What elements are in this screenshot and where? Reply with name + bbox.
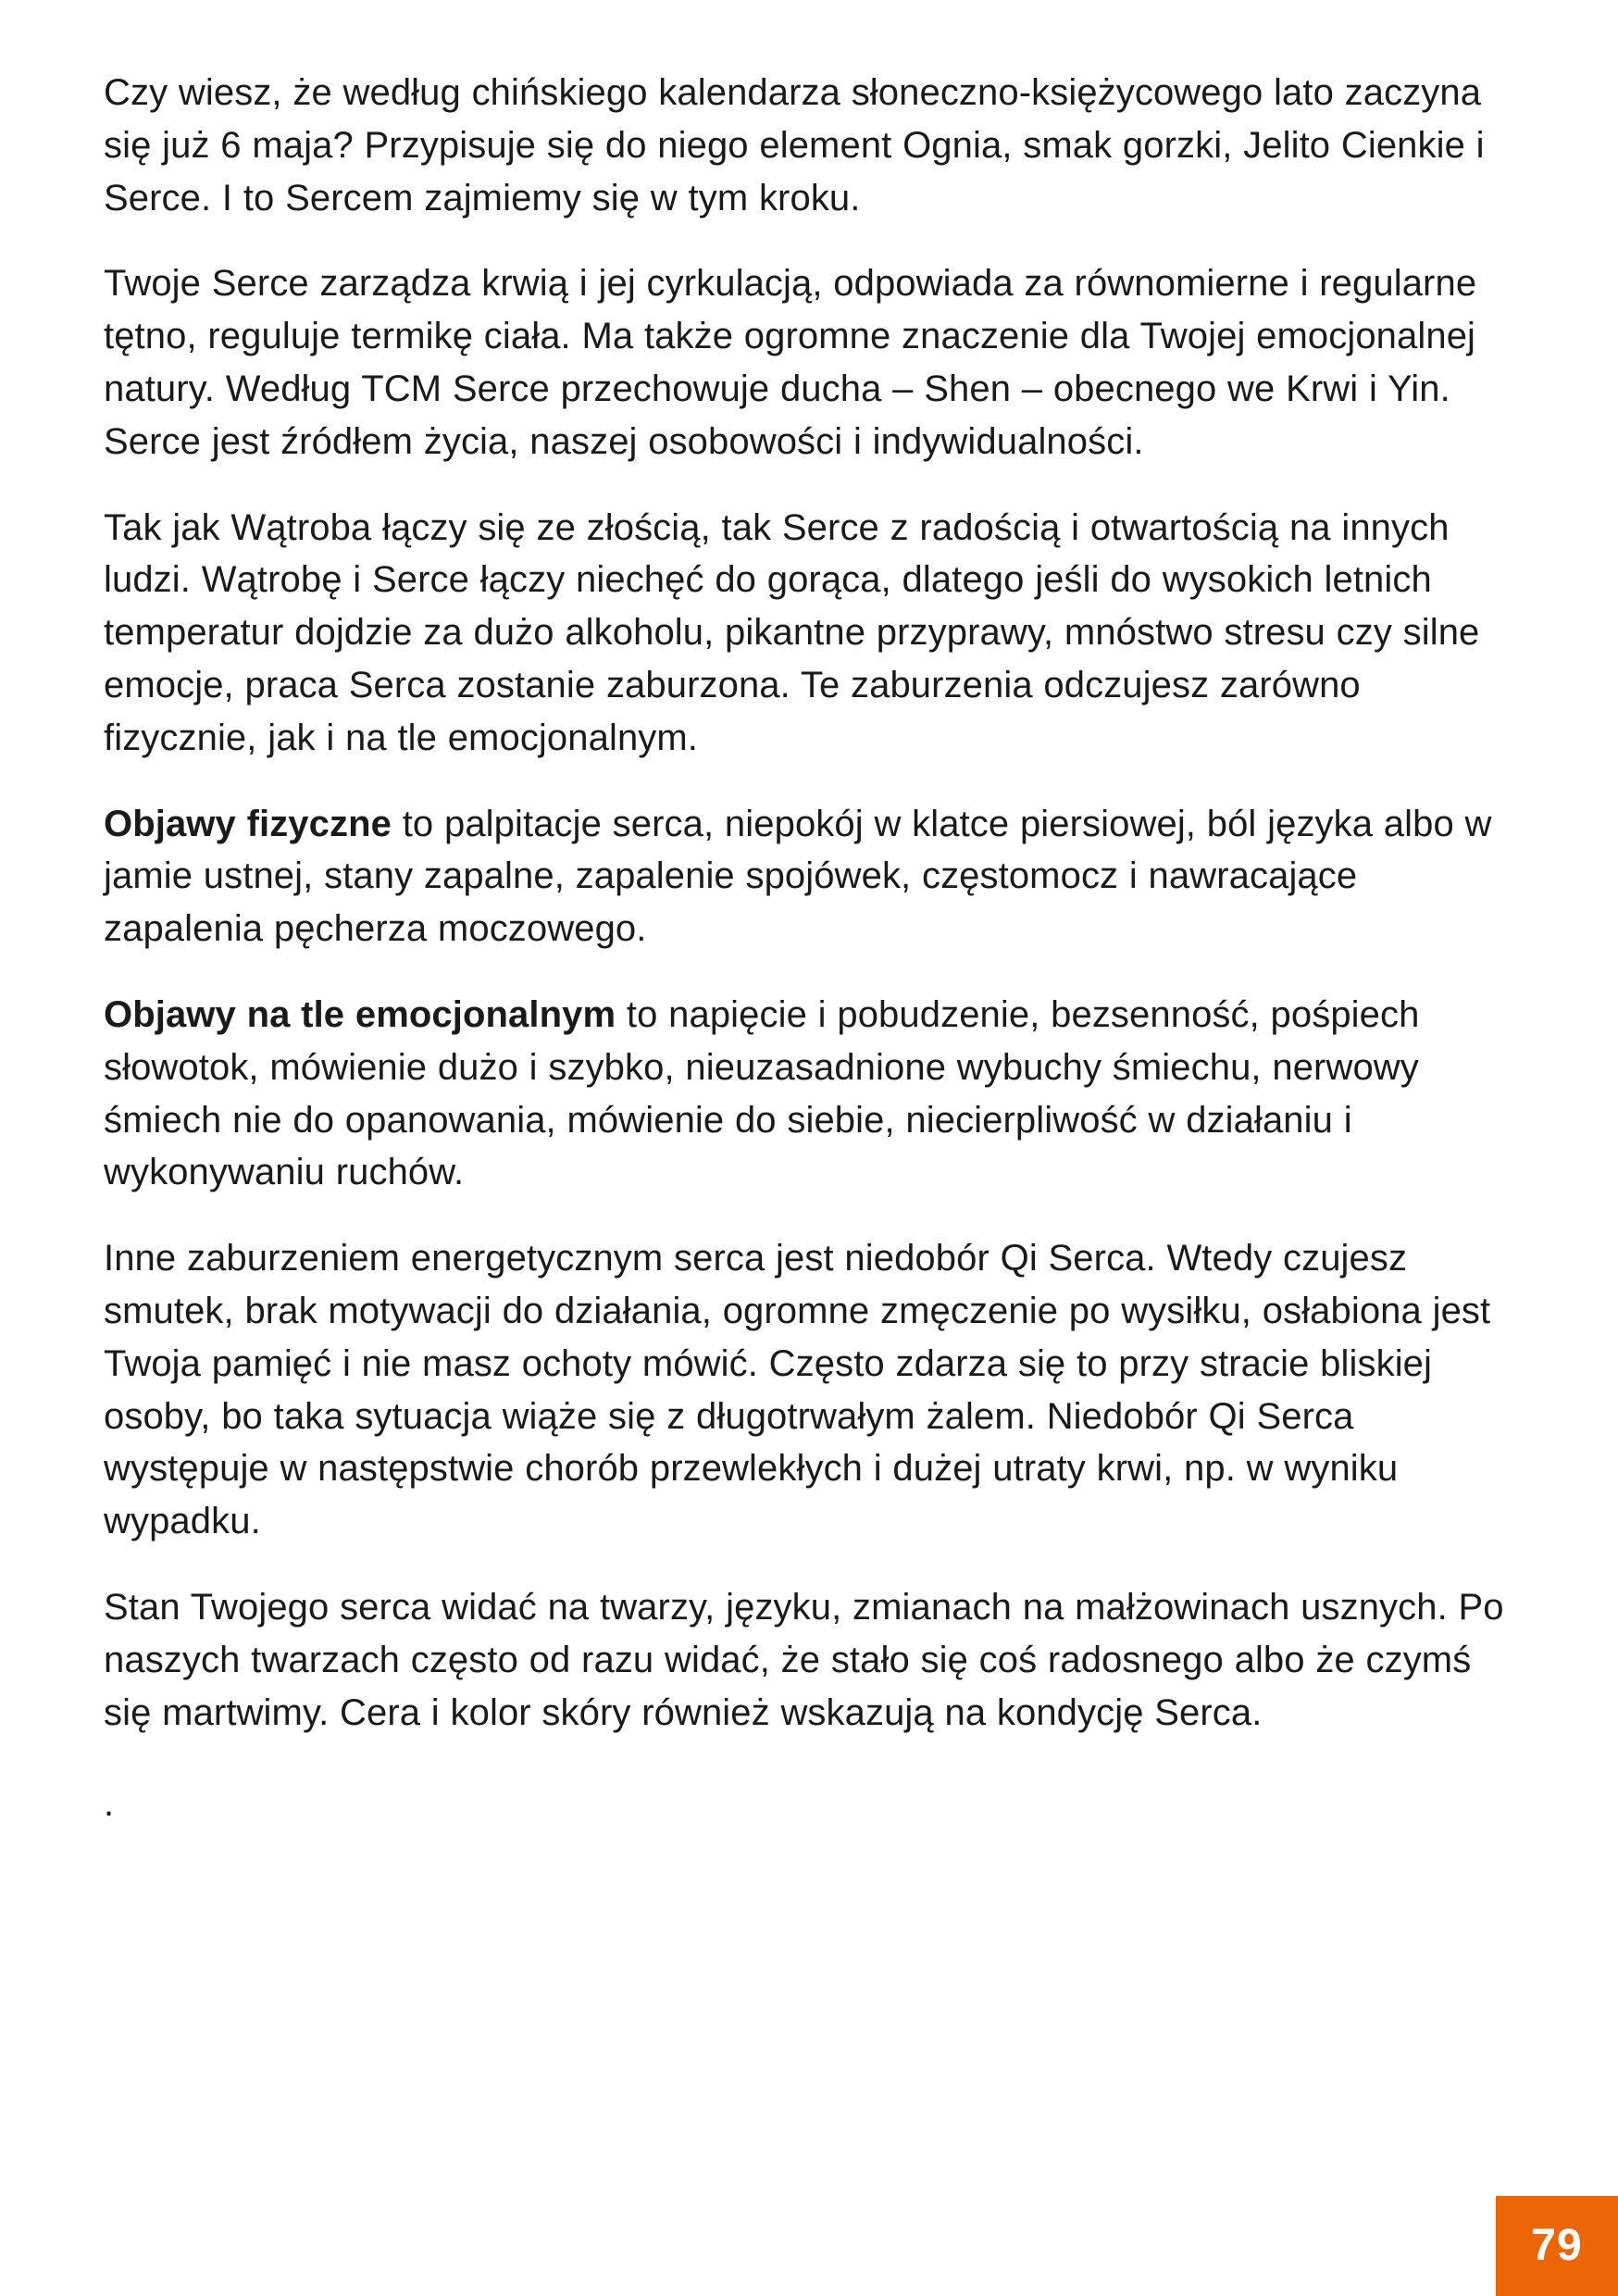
paragraph-lead: Objawy na tle emocjonalnym [104, 993, 616, 1035]
paragraph-lead: Objawy fizyczne [104, 803, 392, 844]
paragraph [104, 1232, 1520, 1548]
paragraph-text: to palpitacje serca, niepokój w klatce piersiowej, ból języka albo w jamie ustnej, stany zapalne, zapalenie spojówek, częstomocz i nawracające zapalenia pęcherza moczowego. [104, 803, 1492, 950]
paragraph-text: Tak jak Wątroba łączy się ze złością, tak Serce z radością i otwartością na innych ludzi. Wątrobę i Serce łączy niechęć do gorąca, dlatego jeśli do wysokich letnich temperatur dojdzie za dużo alkoholu, pikantne przyprawy, mnóstwo stresu czy silne emocje, praca Serca zostanie zaburzona. Te zaburzenia odczujesz zarówno fizycznie, jak i na tle emocjonalnym. [104, 506, 1480, 758]
paragraph [104, 798, 1520, 955]
paragraph-text: Stan Twojego serca widać na twarzy, języku, zmianach na małżowinach usznych. Po naszych twarzach często od razu widać, że stało się coś radosnego albo że czymś się martwimy. Cera i kolor skóry również wskazują na kondycję Serca. [104, 1586, 1504, 1733]
page-number-badge [1496, 2196, 1618, 2296]
paragraph [104, 67, 1520, 224]
paragraph-text: Czy wiesz, że według chińskiego kalendarza słoneczno-księżycowego lato zaczyna się już 6 maja? Przypisuje się do niego element Ognia, smak gorzki, Jelito Cienkie i Serce. I to Sercem zajmiemy się w tym kroku. [104, 72, 1485, 218]
paragraph-text: Twoje Serce zarządza krwią i jej cyrkulacją, odpowiada za równomierne i regularne tętno, reguluje termikę ciała. Ma także ogromne znaczenie dla Twojej emocjonalnej natury. Według TCM Serce przechowuje ducha – Shen – obecnego we Krwi i Yin. Serce jest źródłem życia, naszej osobowości i indywidualności. [104, 263, 1477, 462]
page-number: 79 [1531, 2221, 1583, 2270]
paragraph-text: Inne zaburzeniem energetycznym serca jest niedobór Qi Serca. Wtedy czujesz smutek, brak motywacji do działania, ogromne zmęczenie po wysiłku, osłabiona jest Twoja pamięć i nie masz ochoty mówić. Często zdarza się to przy stracie bliskiej osoby, bo taka sytuacja wiąże się z długotrwałym żalem. Niedobór Qi Serca występuje w następstwie chorób przewlekłych i dużej utraty krwi, np. w wyniku wypadku. [104, 1238, 1491, 1542]
paragraph [104, 1581, 1520, 1739]
paragraph [104, 257, 1520, 468]
page-content [104, 67, 1520, 1830]
trailing-mark: . [104, 1783, 115, 1825]
paragraph [104, 989, 1520, 1199]
paragraph-text: to napięcie i pobudzenie, bezsenność, pośpiech słowotok, mówienie dużo i szybko, nieuzasadnione wybuchy śmiechu, nerwowy śmiech nie do opanowania, mówienie do siebie, niecierpliwość w działaniu i wykonywaniu ruchów. [104, 993, 1420, 1193]
paragraph [104, 502, 1520, 765]
